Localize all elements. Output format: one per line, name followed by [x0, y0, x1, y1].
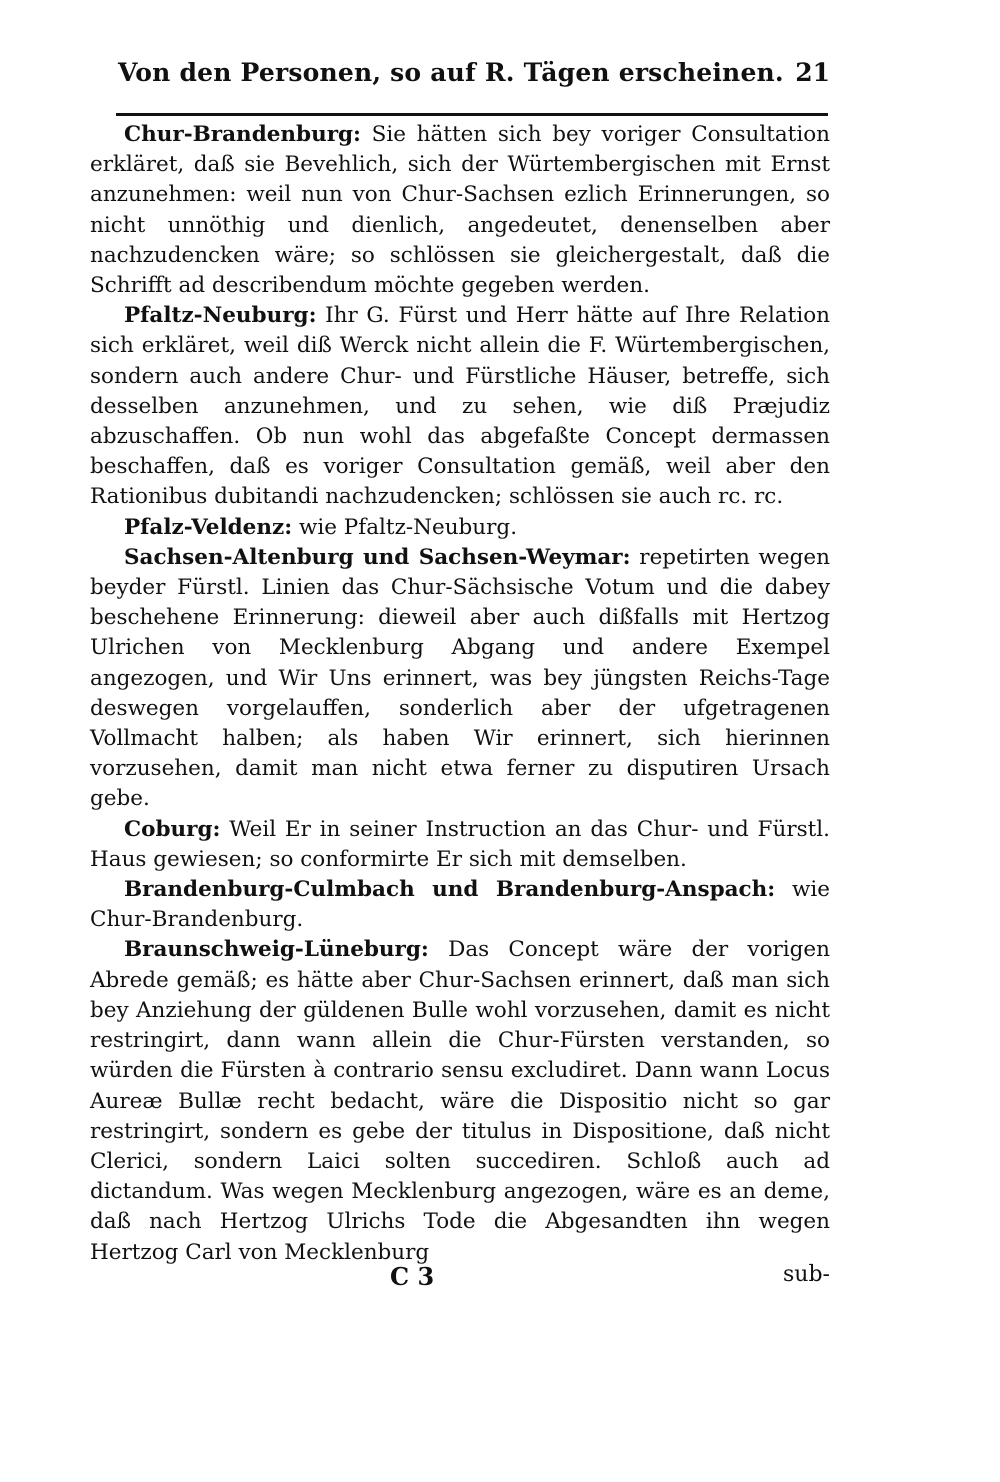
paragraph-lead: Coburg: [124, 816, 221, 842]
paragraph-lead: Pfaltz-Neuburg: [124, 303, 317, 329]
paragraph-text: Weil Er in seiner Instruction an das Chur- und Fürstl. Haus gewiesen; so conformirte Er sich mit demselben. [90, 816, 830, 872]
page-number: 21 [795, 58, 830, 87]
paragraph-lead: Braunschweig-Lüneburg: [124, 937, 429, 963]
paragraph-lead: Chur-Brandenburg: [124, 122, 361, 147]
paragraph [90, 513, 830, 543]
running-title: Von den Personen, so auf R. Tägen erscheinen. [118, 58, 784, 87]
signature-mark: C 3 [390, 1262, 435, 1291]
catchword: sub- [783, 1262, 830, 1287]
paragraph-text: repetirten wegen beyder Fürstl. Linien das Chur-Sächsische Votum und die dabey beschehene Erinnerung: dieweil aber auch dißfalls mit Hertzog Ulrichen von Mecklenburg Abgang und andere Exempel angezogen, und Wir Uns erinnert, was bey jüngsten Reichs-Tage deswegen vorgelauffen, sonderlich aber der ufgetragenen Vollmacht halben; als haben Wir erinnert, sich hierinnen vorzusehen, damit man nicht etwa ferner zu disputiren Ursach gebe. [90, 544, 830, 812]
header-rule [116, 113, 828, 116]
body-text [90, 120, 830, 1268]
paragraph-text: Sie hätten sich bey voriger Consultation erkläret, daß sie Bevehlich, sich der Würtembergischen mit Ernst anzunehmen: weil nun von Chur-Sachsen ezlich Erinnerungen, so nicht unnöthig und dienlich, angedeutet, denenselben aber nachzudencken wäre; so schlössen sie gleichergestalt, daß die Schrifft ad describendum möchte gegeben werden. [90, 122, 830, 299]
paragraph-text: wie Chur-Brandenburg. [90, 877, 830, 933]
paragraph-lead: Sachsen-Altenburg und Sachsen-Weymar: [124, 544, 631, 570]
paragraph-lead: Brandenburg-Culmbach und Brandenburg-Anspach: [124, 877, 776, 903]
paragraph [90, 815, 830, 875]
page-footer [90, 1262, 830, 1302]
paragraph-text: Das Concept wäre der vorigen Abrede gemäß; es hätte aber Chur-Sachsen erinnert, daß man sich bey Anziehung der güldenen Bulle wohl vorzusehen, damit es nicht restringirt, dann wann allein die Chur-Fürsten verstanden, so würden die Fürsten à contrario sensu excludiret. Dann wann Locus Aureæ Bullæ recht bedacht, wäre die Dispositio nicht so gar restringirt, sondern es gebe der titulus in Dispositione, daß nicht Clerici, sondern Laici solten succediren. Schloß auch ad dictandum. Was wegen Mecklenburg angezogen, wäre es an deme, daß nach Hertzog Ulrichs Tode die Abgesandten ihn wegen Hertzog Carl von Mecklenburg [90, 937, 830, 1265]
paragraph [90, 301, 830, 512]
paragraph-text: Ihr G. Fürst und Herr hätte auf Ihre Relation sich erkläret, weil diß Werck nicht allein die F. Würtembergischen, sondern auch andere Chur- und Fürstliche Häuser, betreffe, sich desselben anzunehmen, und zu sehen, wie diß Præjudiz abzuschaffen. Ob nun wohl das abgefaßte Concept dermassen beschaffen, daß es voriger Consultation gemäß, weil aber den Rationibus dubitandi nachzudencken; schlössen sie auch rc. rc. [90, 303, 830, 510]
paragraph-lead: Pfalz-Veldenz: [124, 514, 293, 540]
paragraph-text: wie Pfaltz-Neuburg. [292, 514, 518, 540]
paragraph [90, 875, 830, 935]
paragraph [90, 543, 830, 815]
paragraph [90, 935, 830, 1267]
paragraph [90, 120, 830, 301]
running-head [118, 52, 830, 96]
